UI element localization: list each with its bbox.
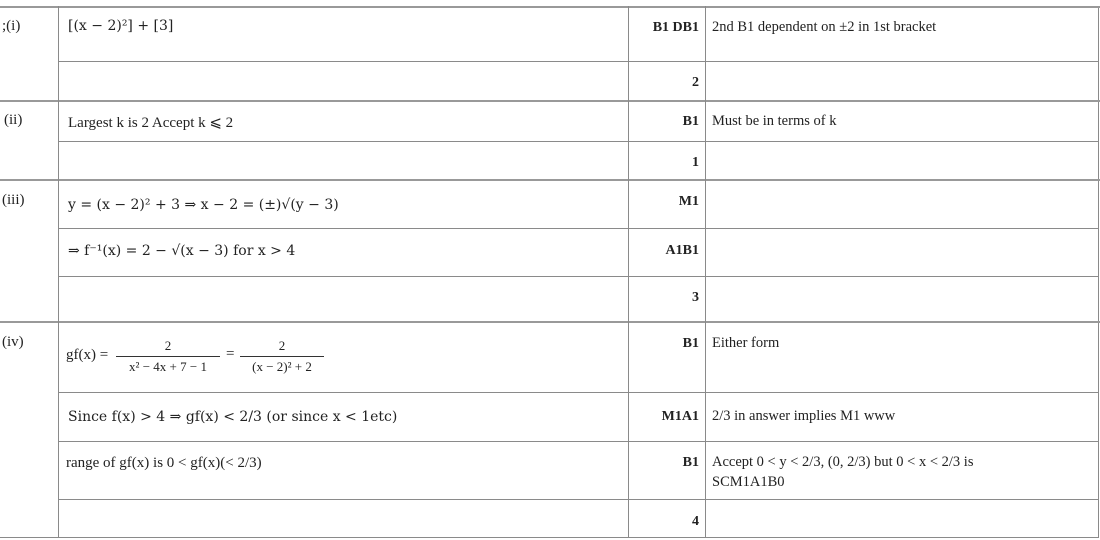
part-label-i: ;(i) [2,18,21,34]
fraction-denominator: x² − 4x + 7 − 1 [129,359,207,374]
fraction-numerator: 2 [164,338,172,353]
column-divider-answer [58,6,59,538]
answer-iii-line-2: ⇒ f⁻¹(x) = 2 − √(x − 3) for x > 4 [68,243,296,259]
row-divider [58,499,1099,500]
marks-i-total: 2 [692,75,699,90]
fraction-gf-completed-square [240,338,324,375]
guidance-i-1: 2nd B1 dependent on ±2 in 1st bracket [712,19,937,35]
answer-iv-line-3: range of gf(x) is 0 < gf(x)(< 2/3) [66,455,262,471]
guidance-iv-3-line-1: Accept 0 < y < 2/3, (0, 2/3) but 0 < x < 2/3 is [712,454,974,470]
part-label-ii: (ii) [4,112,23,128]
marks-iii-2: A1B1 [665,243,699,258]
row-divider [58,228,1099,229]
row-divider [58,392,1099,393]
table-border-right [1098,6,1099,538]
block-separator-iii [0,179,1100,181]
marks-ii-1: B1 [682,114,699,129]
answer-iv-line-2: Since f(x) > 4 ⇒ gf(x) < 2/3 (or since x < 1etc) [68,409,398,425]
column-divider-guidance [705,6,706,538]
marks-i-1: B1 DB1 [652,20,699,35]
guidance-iv-1: Either form [712,335,780,351]
fraction-gf-expanded [116,338,220,375]
equals-sign: = [226,346,235,362]
block-separator-ii [0,100,1100,102]
marks-iii-total: 3 [692,290,699,305]
marks-iv-2: M1A1 [661,409,699,424]
marks-ii-total: 1 [692,155,699,170]
marks-iv-total: 4 [692,514,699,529]
guidance-iv-3-line-2: SCM1A1B0 [712,474,785,490]
marks-iv-1: B1 [682,336,699,351]
fraction-numerator: 2 [278,338,286,353]
answer-iv-prefix: gf(x) = [66,347,109,363]
marks-iii-1: M1 [678,194,699,209]
row-divider [58,61,1099,62]
row-divider [58,441,1099,442]
row-divider [58,276,1099,277]
block-separator-i [0,6,1100,8]
fraction-denominator: (x − 2)² + 2 [252,359,312,374]
answer-iii-line-1: y = (x − 2)² + 3 ⇒ x − 2 = (±)√(y − 3) [68,197,339,213]
answer-ii-line-1: Largest k is 2 Accept k ⩽ 2 [68,115,234,131]
table-border-bottom [0,537,1099,538]
row-divider [58,141,1099,142]
answer-i-line-1: [(x − 2)²] + [3] [68,18,174,34]
block-separator-iv [0,321,1100,323]
part-label-iv: (iv) [2,334,24,350]
part-label-iii: (iii) [2,192,25,208]
guidance-ii-1: Must be in terms of k [712,113,837,129]
guidance-iv-2: 2/3 in answer implies M1 www [712,408,896,424]
marks-iv-3: B1 [682,455,699,470]
